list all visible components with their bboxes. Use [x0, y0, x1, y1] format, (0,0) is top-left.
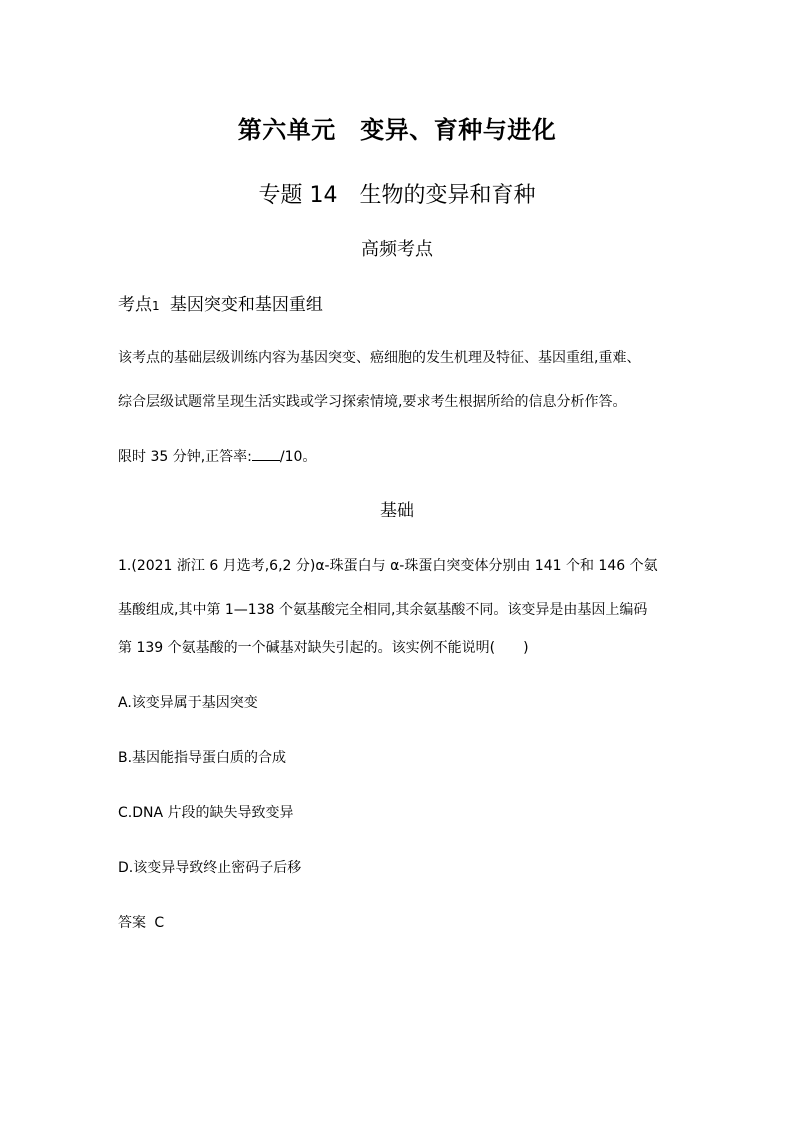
- time-limit: [118, 446, 316, 467]
- intro-line-1: 该考点的基础层级训练内容为基因突变、癌细胞的发生机理及特征、基因重组,重难、: [118, 350, 641, 366]
- time-limit-total: /10。: [279, 449, 317, 465]
- option-d: D.该变异导致终止密码子后移: [118, 860, 302, 876]
- answer-value: C: [154, 915, 165, 931]
- knowledge-point-heading: [118, 292, 323, 319]
- level-label: 基础: [380, 501, 414, 521]
- knowledge-point-title: 基因突变和基因重组: [169, 295, 323, 315]
- answer-line: [118, 913, 164, 933]
- knowledge-point-number: 1: [152, 299, 160, 313]
- option-b: B.基因能指导蛋白质的合成: [118, 750, 287, 766]
- score-blank: [252, 446, 280, 461]
- unit-title: 第六单元 变异、育种与进化: [237, 116, 557, 144]
- question-line-3-text: 第 139 个氨基酸的一个碱基对缺失引起的。该实例不能说明(: [118, 640, 496, 656]
- intro-line-2: 综合层级试题常呈现生活实践或学习探索情境,要求考生根据所给的信息分析作答。: [118, 394, 627, 410]
- question-line-3: [118, 638, 529, 658]
- question-close-paren: ): [523, 640, 529, 656]
- option-c: C.DNA 片段的缺失导致变异: [118, 805, 294, 821]
- answer-label: 答案: [118, 915, 146, 931]
- time-limit-text: 限时 35 分钟,正答率:: [118, 449, 252, 465]
- question-line-1: 1.(2021 浙江 6 月选考,6,2 分)α-珠蛋白与 α-珠蛋白突变体分别由 141 个和 146 个氨: [118, 558, 658, 574]
- option-a: A.该变异属于基因突变: [118, 695, 258, 711]
- knowledge-point-prefix: 考点: [118, 295, 152, 315]
- topic-title: 专题 14 生物的变异和育种: [258, 183, 536, 208]
- section-title: 高频考点: [361, 239, 433, 260]
- question-line-2: 基酸组成,其中第 1—138 个氨基酸完全相同,其余氨基酸不同。该变异是由基因上编码: [118, 602, 648, 618]
